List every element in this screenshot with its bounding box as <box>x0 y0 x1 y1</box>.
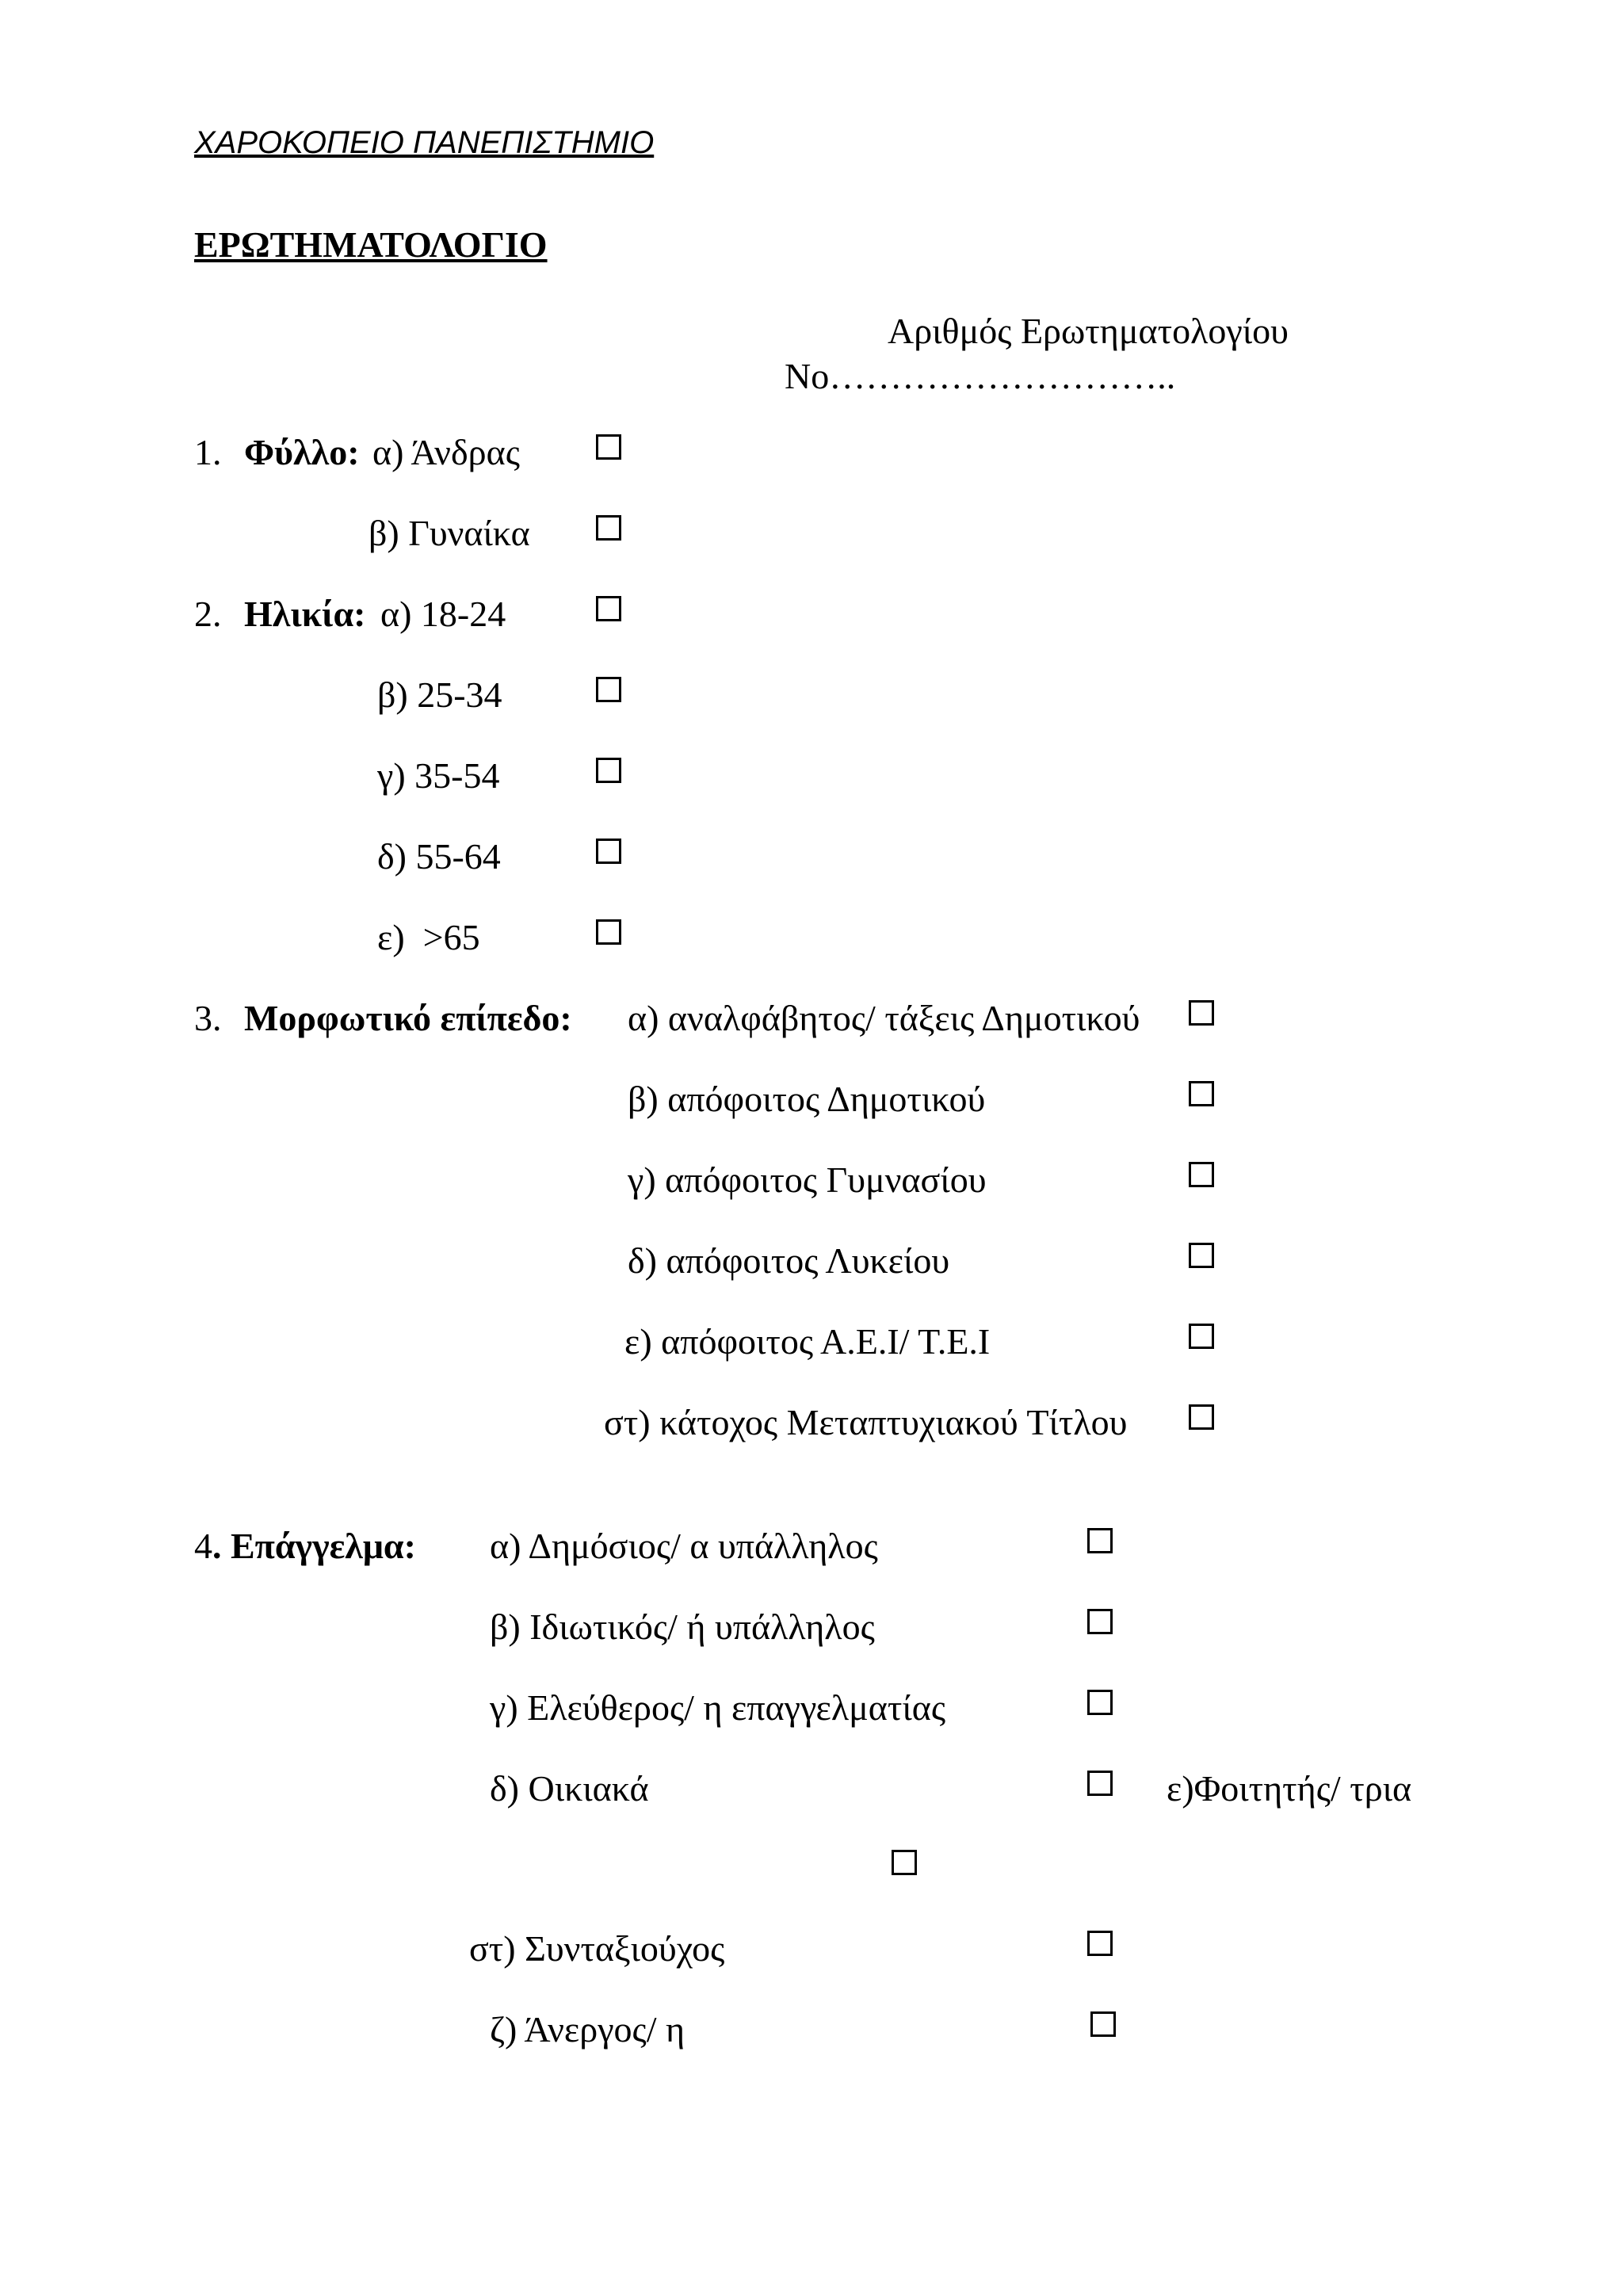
q4-number: 4 <box>194 1526 212 1566</box>
q1-checkbox-a[interactable] <box>596 434 621 460</box>
q2-option-e: ε) >65 <box>377 917 480 957</box>
q2-number: 2. <box>194 594 222 634</box>
q3-option-f: στ) κάτοχος Μεταπτυχιακού Τίτλου <box>604 1402 1128 1442</box>
q2-label: Ηλικία: <box>244 594 366 634</box>
questionnaire-number-field[interactable]: Νο……………………….. <box>785 356 1176 396</box>
q3-checkbox-d[interactable] <box>1189 1243 1214 1268</box>
q1-option-b: β) Γυναίκα <box>369 513 530 553</box>
q4-checkbox-d[interactable] <box>1087 1771 1113 1796</box>
q1-option-a: α) Άνδρας <box>372 432 520 472</box>
q3-checkbox-a[interactable] <box>1189 1000 1214 1026</box>
q3-checkbox-c[interactable] <box>1189 1162 1214 1187</box>
q4-checkbox-f[interactable] <box>1087 1931 1113 1956</box>
q2-checkbox-c[interactable] <box>596 758 621 783</box>
document-title: ΕΡΩΤΗΜΑΤΟΛΟΓΙΟ <box>194 224 548 265</box>
questionnaire-number-label: Αριθμός Ερωτηματολογίου <box>888 311 1289 351</box>
q4-option-c: γ) Ελεύθερος/ η επαγγελματίας <box>490 1687 946 1728</box>
q3-option-b: β) απόφοιτος Δημοτικού <box>628 1079 986 1119</box>
q4-option-f: στ) Συνταξιούχος <box>469 1928 725 1969</box>
q4-checkbox-e[interactable] <box>892 1850 917 1875</box>
q2-option-c: γ) 35-54 <box>377 755 500 796</box>
q3-label: Μορφωτικό επίπεδο: <box>244 998 572 1038</box>
q4-option-a: α) Δημόσιος/ α υπάλληλος <box>490 1526 878 1566</box>
q4-checkbox-c[interactable] <box>1087 1690 1113 1715</box>
q3-checkbox-b[interactable] <box>1189 1081 1214 1106</box>
q2-checkbox-d[interactable] <box>596 839 621 864</box>
q3-checkbox-e[interactable] <box>1189 1324 1214 1349</box>
q3-option-e: ε) απόφοιτος Α.Ε.Ι/ Τ.Ε.Ι <box>624 1321 991 1362</box>
q2-checkbox-e[interactable] <box>596 919 621 945</box>
q1-checkbox-b[interactable] <box>596 515 621 541</box>
q2-option-b: β) 25-34 <box>377 674 502 715</box>
q4-checkbox-g[interactable] <box>1090 2011 1116 2037</box>
q4-checkbox-b[interactable] <box>1087 1609 1113 1634</box>
q3-option-a: α) αναλφάβητος/ τάξεις Δημοτικού <box>628 998 1140 1038</box>
university-name: ΧΑΡΟΚΟΠΕΙΟ ΠΑΝΕΠΙΣΤΗΜΙΟ <box>194 125 655 160</box>
q4-option-e: ε)Φοιτητής/ τρια <box>1167 1768 1412 1809</box>
q2-checkbox-a[interactable] <box>596 596 621 621</box>
q1-number: 1. <box>194 432 222 472</box>
q1-label: Φύλλο: <box>244 432 360 472</box>
q2-checkbox-b[interactable] <box>596 677 621 702</box>
q3-option-c: γ) απόφοιτος Γυμνασίου <box>628 1159 987 1200</box>
q3-number: 3. <box>194 998 222 1038</box>
q3-checkbox-f[interactable] <box>1189 1404 1214 1430</box>
q4-checkbox-a[interactable] <box>1087 1528 1113 1553</box>
q2-option-d: δ) 55-64 <box>377 836 501 877</box>
q4-option-g: ζ) Άνεργος/ η <box>490 2009 685 2050</box>
q4-option-b: β) Ιδιωτικός/ ή υπάλληλος <box>490 1606 875 1647</box>
q3-option-d: δ) απόφοιτος Λυκείου <box>628 1240 950 1281</box>
q4-label: . Επάγγελμα: <box>212 1526 416 1566</box>
q2-option-a: α) 18-24 <box>380 594 506 634</box>
q4-option-d: δ) Οικιακά <box>490 1768 649 1809</box>
